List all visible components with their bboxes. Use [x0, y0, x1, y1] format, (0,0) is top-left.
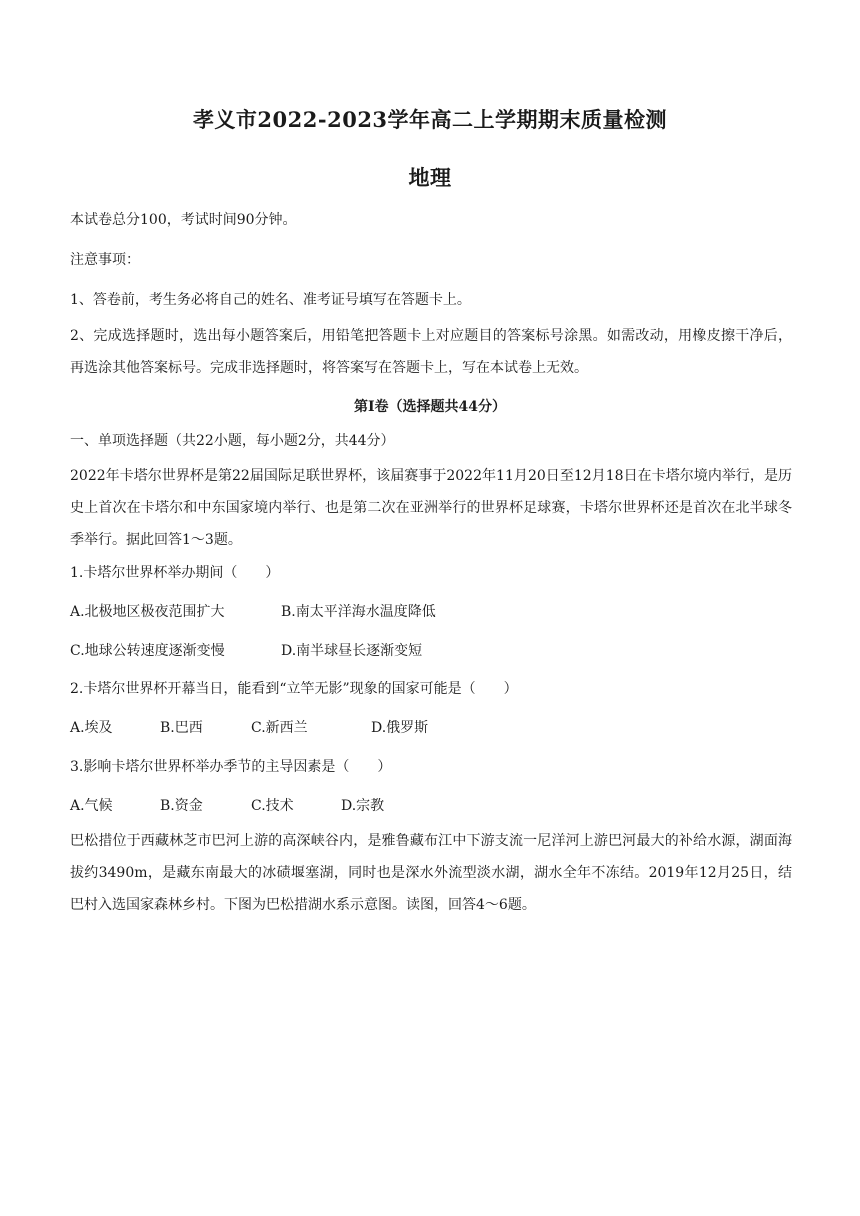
- option-c: C.新西兰: [251, 720, 308, 736]
- question-3-stem: 3.影响卡塔尔世界杯举办季节的主导因素是（ ）: [70, 759, 392, 775]
- section-heading: 第Ⅰ卷（选择题共44分）: [353, 399, 507, 415]
- subject-title: 地理: [408, 165, 452, 190]
- exam-title: 孝义市2022-2023学年高二上学期期末质量检测: [192, 107, 668, 132]
- option-d: D.宗教: [341, 798, 385, 814]
- option-b: B.巴西: [160, 720, 203, 736]
- option-b: B.南太平洋海水温度降低: [281, 604, 436, 620]
- notice-heading: 注意事项：: [70, 252, 140, 268]
- option-c: C.技术: [251, 798, 294, 814]
- option-d: D.俄罗斯: [371, 720, 429, 736]
- option-c: C.地球公转速度逐渐变慢: [70, 643, 225, 659]
- passage-basongcuo: 巴松措位于西藏林芝市巴河上游的高深峡谷内，是雅鲁藏布江中下游支流一尼洋河上游巴河最大的补给水源，湖面海拔约3490m，是藏东南最大的冰碛堰塞湖，同时也是深水外流型淡水湖，湖水全年不冻结。2019年12月25日，结巴村入选国家森林乡村。下图为巴松措湖水系示意图。读图，回答4～6题。: [70, 833, 792, 913]
- option-b: B.资金: [160, 798, 203, 814]
- question-1-stem: 1.卡塔尔世界杯举办期间（ ）: [70, 565, 280, 581]
- score-time-line: 本试卷总分100，考试时间90分钟。: [70, 212, 297, 228]
- option-a: A.气候: [70, 798, 113, 814]
- notice-item-1: 1、答卷前，考生务必将自己的姓名、准考证号填写在答题卡上。: [70, 292, 471, 308]
- option-a: A.埃及: [70, 720, 113, 736]
- option-d: D.南半球昼长逐渐变短: [281, 643, 423, 659]
- passage-worldcup: 2022年卡塔尔世界杯是第22届国际足联世界杯，该届赛事于2022年11月20日至12月18日在卡塔尔境内举行，是历史上首次在卡塔尔和中东国家境内举行、也是第二次在亚洲举行的世界杯足球赛，卡塔尔世界杯还是首次在北半球冬季举行。据此回答1～3题。: [70, 468, 792, 548]
- option-a: A.北极地区极夜范围扩大: [70, 604, 225, 620]
- notice-item-2: 2、完成选择题时，选出每小题答案后，用铅笔把答题卡上对应题目的答案标号涂黑。如需改动，用橡皮擦干净后，再选涂其他答案标号。完成非选择题时，将答案写在答题卡上，写在本试卷上无效。: [70, 328, 792, 376]
- question-2-stem: 2.卡塔尔世界杯开幕当日，能看到“立竿无影”现象的国家可能是（ ）: [70, 681, 518, 697]
- part-title: 一、单项选择题（共22小题，每小题2分，共44分）: [70, 433, 395, 449]
